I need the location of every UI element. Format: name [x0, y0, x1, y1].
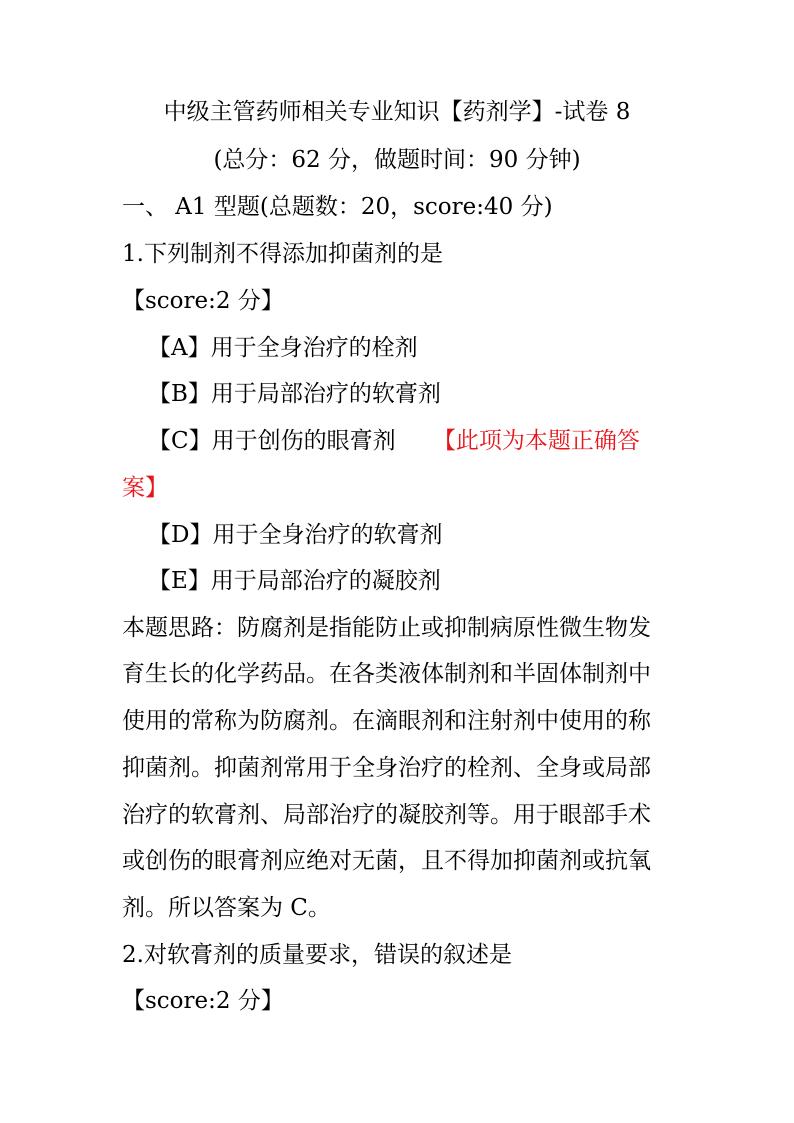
option-c-text: 【C】用于创伤的眼膏剂 — [148, 428, 396, 454]
question-1-stem: 1.下列制剂不得添加抑菌剂的是 — [122, 241, 443, 267]
question-1-option-e: 【E】用于局部治疗的凝胶剂 — [148, 568, 441, 594]
document-subtitle: (总分：62 分，做题时间：90 分钟) — [213, 147, 581, 173]
question-1-option-b: 【B】用于局部治疗的软膏剂 — [148, 381, 441, 407]
question-1-option-d: 【D】用于全身治疗的软膏剂 — [148, 522, 443, 548]
correct-answer-marker-continued: 案】 — [122, 475, 168, 501]
question-1-option-c — [148, 426, 640, 456]
correct-answer-marker: 【此项为本题正确答 — [432, 428, 640, 454]
explanation-line: 抑菌剂。抑菌剂常用于全身治疗的栓剂、全身或局部 — [122, 755, 651, 781]
explanation-line: 本题思路：防腐剂是指能防止或抑制病原性微生物发 — [122, 615, 651, 641]
explanation-line: 剂。所以答案为 C。 — [122, 895, 331, 921]
explanation-line: 或创伤的眼膏剂应绝对无菌，且不得加抑菌剂或抗氧 — [122, 848, 651, 874]
question-1-option-a: 【A】用于全身治疗的栓剂 — [148, 335, 418, 361]
explanation-line: 使用的常称为防腐剂。在滴眼剂和注射剂中使用的称 — [122, 708, 651, 734]
explanation-line: 治疗的软膏剂、局部治疗的凝胶剂等。用于眼部手术 — [122, 802, 651, 828]
section-heading: 一、 A1 型题(总题数：20，score:40 分) — [122, 194, 553, 220]
question-2-score: 【score:2 分】 — [122, 988, 284, 1014]
document-title: 中级主管药师相关专业知识【药剂学】-试卷 8 — [163, 99, 631, 125]
question-1-score: 【score:2 分】 — [122, 288, 284, 314]
question-2-stem: 2.对软膏剂的质量要求，错误的叙述是 — [122, 942, 512, 968]
explanation-line: 育生长的化学药品。在各类液体制剂和半固体制剂中 — [122, 661, 651, 687]
